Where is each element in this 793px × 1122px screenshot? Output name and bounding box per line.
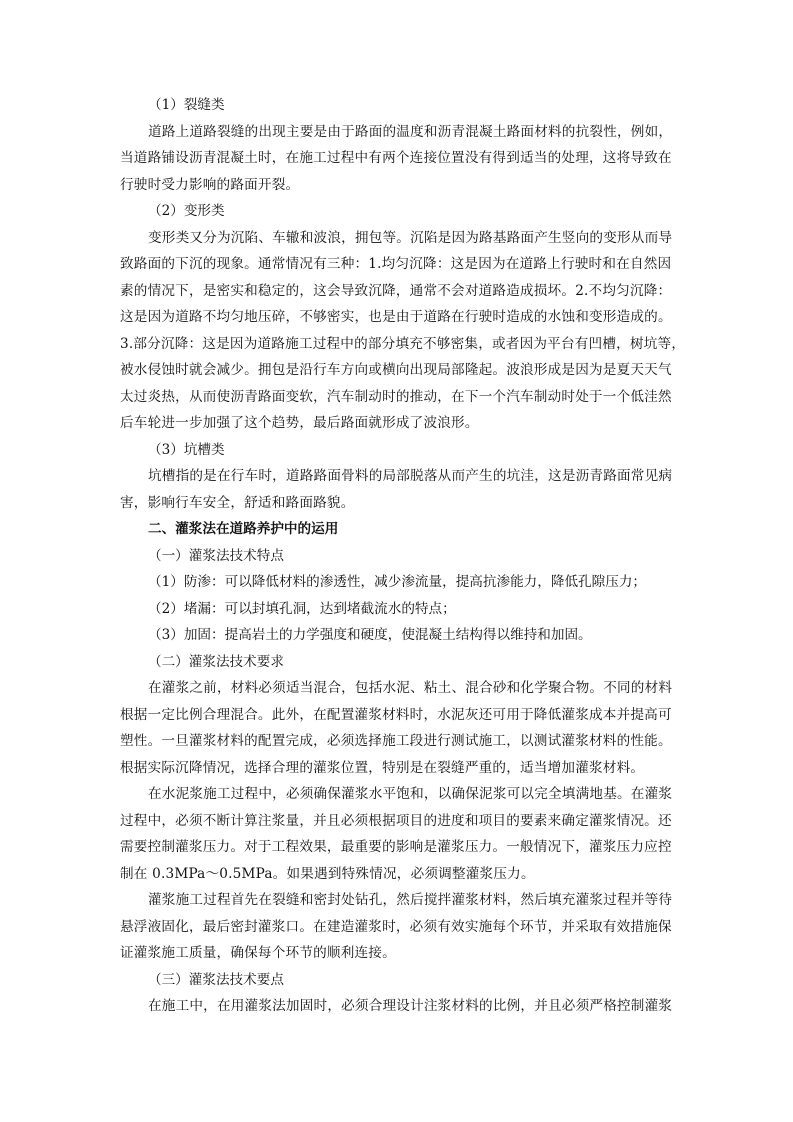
paragraph-line: 被水侵蚀时就会减少。拥包是沿行车方向或横向出现局部隆起。波浪形成是因为是夏天天气 [120,362,672,378]
paragraph-line: 后车轮进一步加强了这个趋势，最后路面就形成了波浪形。 [120,415,479,431]
paragraph-line: 制在 0.3MPa～0.5MPa。如果遇到特殊情况，必须调整灌浆压力。 [120,865,535,882]
paragraph-line: 当道路铺设沥青混凝土时，在施工过程中有两个连接位置没有得到适当的处理，这将导致在 [120,150,672,166]
paragraph-line: 需要控制灌浆压力。对于工程效果，最重要的影响是灌浆压力。一般情况下，灌浆压力应控 [120,839,672,855]
subheading: （二）灌浆法技术要求 [148,653,284,670]
subheading: （三）灌浆法技术要点 [148,971,284,988]
subheading: （2）堵漏：可以封填孔洞，达到堵截流水的特点； [148,600,456,617]
paragraph-line: 素的情况下，是密实和稳定的，这会导致沉降，通常不会对道路造成损坏。2.不均匀沉降： [120,282,672,299]
subheading: （1）防渗：可以降低材料的渗透性，减少渗流量，提高抗渗能力，降低孔隙压力； [148,574,647,590]
paragraph-line: 害，影响行车安全，舒适和路面路貌。 [120,494,355,511]
subheading: （一）灌浆法技术特点 [148,547,284,564]
section-heading: 二、灌浆法在道路养护中的运用 [148,521,339,537]
paragraph-line: 太过炎热，从而使沥青路面变软，汽车制动时的推动，在下一个汽车制动时处于一个低洼然 [120,388,672,405]
subheading: （2）变形类 [148,203,225,219]
paragraph-line: 根据实际沉降情况，选择合理的灌浆位置，特别是在裂缝严重的，适当增加灌浆材料。 [120,759,645,776]
paragraph-line: 灌浆施工过程首先在裂缝和密封处钻孔，然后搅拌灌浆材料，然后填充灌浆过程并等待 [148,892,673,908]
paragraph-line: 变形类又分为沉陷、车辙和波浪，拥包等。沉陷是因为路基路面产生竖向的变形从而导 [148,229,673,246]
paragraph-line: 这是因为道路不均匀地压碎，不够密实，也是由于道路在行驶时造成的水蚀和变形造成的。 [120,309,672,325]
paragraph-line: 在水泥浆施工过程中，必须确保灌浆水平饱和，以确保泥浆可以完全填满地基。在灌浆 [148,786,673,802]
paragraph-line: 塑性。一旦灌浆材料的配置完成，必须选择施工段进行测试施工，以测试灌浆材料的性能。 [120,733,672,749]
paragraph-line: 过程中，必须不断计算注浆量，并且必须根据项目的进度和项目的要素来确定灌浆情况。还 [120,812,672,829]
paragraph-line: 根据一定比例合理混合。此外，在配置灌浆材料时，水泥灰还可用于降低灌浆成本并提高可 [120,706,672,723]
paragraph-line: 致路面的下沉的现象。通常情况有三种：1.均匀沉降：这是因为在道路上行驶时和在自然因 [120,256,672,272]
paragraph-line: 证灌浆施工质量，确保每个环节的顺利连接。 [120,945,396,961]
subheading: （3）坑槽类 [148,441,225,458]
document-page [120,92,686,1020]
paragraph-line: 悬浮液固化，最后密封灌浆口。在建造灌浆时，必须有效实施每个环节，并采取有效措施保 [120,918,672,935]
paragraph-line: 道路上道路裂缝的出现主要是由于路面的温度和沥青混凝土路面材料的抗裂性，例如， [148,123,673,140]
paragraph-line: 坑槽指的是在行车时，道路路面骨料的局部脱落从而产生的坑洼，这是沥青路面常见病 [148,468,673,484]
paragraph-line: 行驶时受力影响的路面开裂。 [120,176,300,193]
paragraph-line: 在灌浆之前，材料必须适当混合，包括水泥、粘土、混合砂和化学聚合物。不同的材料 [148,680,673,696]
paragraph-line: 在施工中，在用灌浆法加固时，必须合理设计注浆材料的比例，并且必须严格控制灌浆 [148,998,673,1014]
subheading: （1）裂缝类 [148,97,225,113]
subheading: （3）加固：提高岩土的力学强度和硬度，使混凝土结构得以维持和加固。 [148,627,592,643]
paragraph-line: 3.部分沉降：这是因为道路施工过程中的部分填充不够密集，或者因为平台有凹槽，树坑等， [120,335,686,352]
